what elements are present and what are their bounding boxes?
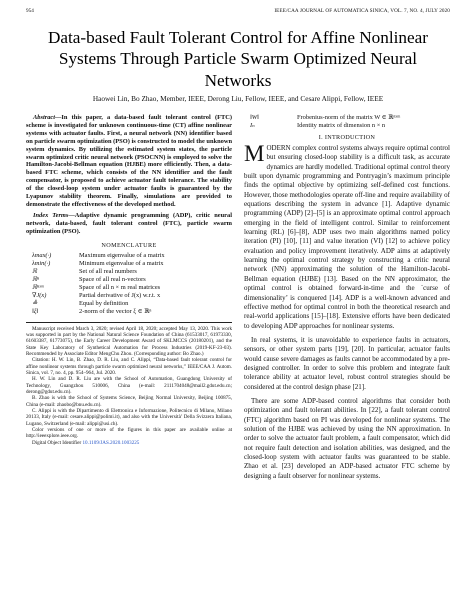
- index-terms-lead: Index Terms: [33, 211, 69, 219]
- body-paragraph: In real systems, it is unavoidable to experience faults in actuators, sensors, or other system parts [19], [20]. In particular, actuator faults would cause severe damages as faults cannot be accommodated by a pre-designed controller. In order to solve this problem and integrate fault tolerance ability at actuator level, robust control strategies should be considered at the control design phase [21].: [244, 335, 450, 391]
- nomenclature-symbol: λmin(·): [32, 259, 51, 267]
- abstract-lead: Abstract: [33, 114, 56, 121]
- journal-name: IEEE/CAA JOURNAL OF AUTOMATICA SINICA, VOL. 7, NO. 4, JULY 2020: [274, 8, 450, 14]
- nomenclature-symbol: Iₙ: [250, 122, 255, 129]
- nomenclature-definition: Maximum eigenvalue of a matrix: [79, 251, 165, 259]
- drop-cap: M: [244, 141, 265, 166]
- index-terms-text: —Adaptive dynamic programming (ADP), critic neural network, data-based, fault tolerant control (FTC), particle swarm optimization (PSO).: [26, 211, 232, 235]
- nomenclature-definition: Space of all real n-vectors: [79, 275, 146, 283]
- paper-title: Data-based Fault Tolerant Control for Affine Nonlinear Systems Through Particle Swarm Optimized Neural Networks: [47, 28, 428, 90]
- nomenclature-symbol: ‖W‖: [250, 114, 259, 121]
- footnote-divider: [26, 322, 232, 323]
- running-header: [26, 8, 450, 18]
- left-column: [26, 114, 232, 446]
- nomenclature-symbol: ℝⁿ: [32, 275, 40, 283]
- abstract-text: —In this paper, a data-based fault tolerant control (FTC) scheme is investigated for unknown continuous-time (CT) affine nonlinear systems with actuator faults. First, a neural network (NN) identifier based on particle swarm optimization (PSO) is constructed to model the unknown system dynamics. By utilizing the estimated system states, the particle swarm optimized critic neural network (PSOCNN) is employed to solve the Hamilton-Jacobi-Bellman equation (HJBE) more efficiently. Then, a data-based FTC scheme, which consists of the NN identifier and the fault compensator, is proposed to achieve actuator fault tolerance. The stability of the closed-loop system under actuator faults is guaranteed by the Lyapunov stability theorem. Finally, simulations are provided to demonstrate the effectiveness of the developed method.: [26, 114, 232, 208]
- nomenclature-definition: Equal by definition: [79, 299, 129, 307]
- nomenclature-row: [26, 300, 232, 308]
- nomenclature-symbol: ℝ: [32, 267, 38, 275]
- abstract: [26, 114, 232, 209]
- footnote-affiliation: H. W. Lin and D. R. Liu are with the School of Automation, Guangdong University of Technology, Guangzhou 510006, China (e-mail: 2111704048@mail2.gdut.edu.cn; derong@gdut.edu.cn).: [26, 376, 232, 396]
- nomenclature-definition: Frobenius-norm of the matrix W ∈ ℝⁿˣᵐ: [297, 114, 401, 121]
- page-number: 954: [26, 8, 34, 14]
- nomenclature-symbol: ‖ξ‖: [32, 307, 39, 315]
- nomenclature-definition: Space of all n × m real matrices: [79, 283, 161, 291]
- nomenclature-definition: Set of all real numbers: [79, 267, 137, 275]
- nomenclature-row: [244, 122, 450, 130]
- nomenclature-row: [26, 308, 232, 316]
- nomenclature-row: [26, 268, 232, 276]
- nomenclature-definition: Minimum eigenvalue of a matrix: [79, 259, 164, 267]
- intro-paragraph: [244, 141, 450, 331]
- nomenclature-row: [26, 260, 232, 268]
- nomenclature-symbol: ≜: [32, 299, 38, 307]
- nomenclature-row: [26, 292, 232, 300]
- right-column: [244, 114, 450, 481]
- section-heading-introduction: I. INTRODUCTION: [318, 134, 376, 141]
- body-paragraph: There are some ADP-based control algorithms that consider both optimization and fault tolerant abilities. In [22], a fault tolerant control (FTC) algorithm based on PI was developed for nonlinear systems. The solution of the HJBE was achieved by using the NN approximation. In order to solve the actuator fault problem, a fault compensator, which did not require fault detection and isolation abilities, was designed, and the closed-loop system with actuator faults was guaranteed to be stable. Zhao et al. [23] developed an ADP-based actuator FTC scheme by designing a fault observer for nonlinear systems.: [244, 396, 450, 480]
- doi-line: [26, 440, 232, 446]
- nomenclature-heading: NOMENCLATURE: [101, 241, 157, 249]
- nomenclature-symbol: λmax(·): [32, 251, 52, 259]
- footnote-manuscript: Manuscript received March 3, 2020; revised April 18, 2020; accepted May 13, 2020. This work was supported in part by the National Natural Science Foundation of China (61533017, 61973330, 61603387, 61773075), the Early Career Development Award of SKLMCCS (20180201), and the State Key Laboratory of Synthetical Automation for Process Industries (2019-KF-23-03). Recommended by Associate Editor MengChu Zhou. (Corresponding author: Bo Zhao.): [26, 325, 232, 357]
- nomenclature-row: [26, 276, 232, 284]
- nomenclature-symbol: ℝⁿˣᵐ: [32, 283, 44, 291]
- doi-link[interactable]: 10.1109/JAS.2020.1003225: [82, 439, 140, 446]
- footnote-affiliation: B. Zhao is with the School of Systems Science, Beijing Normal University, Beijing 100875, China (e-mail: zhaobo@bnu.edu.cn).: [26, 395, 232, 408]
- intro-paragraph-text: ODERN complex control systems always require optimal control but ensuring closed-loop stability is a difficult task, as accurate dynamics are hardly modelled. Traditional optimal control theory built upon dynamic programming and Pontryagin’s maximum principle finds the optimal objective by optimizing self-defined cost functions. However, those methodologies operate off-line and require availability of equations describing the system in advance [1]. Adaptive dynamic programming (ADP) [2]–[5] is an approximate optimal control approach emerging in the field of intelligent control. Similar to reinforcement learning (RL) [6]–[8], ADP uses two main algorithms named policy iteration (PI) [10], [11] and value iteration (VI) [12] to achieve policy evaluation and policy improvement iteratively. ADP aims at adaptively learning the optimal control strategy by constructing a critic neural network (NN) approximating the solution of the Hamilton-Jacobi-Bellman equation (HJBE) [13]. Based on the NN approximator, the optimal control is obtained forward-in-time and the `curse of dimensionality’ is conquered [14]. ADP is a well-known advanced and effective method for optimal control in both the theoretical research and real-world applications [15]–[18]. Extensive efforts have been dedicated to developing ADP approaches for nonlinear systems.: [244, 144, 450, 330]
- nomenclature-row: [26, 284, 232, 292]
- nomenclature-table: [26, 252, 232, 316]
- footnote-citation: Citation: H. W. Lin, B. Zhao, D. R. Liu, and C. Alippi, “Data-based fault tolerant control for affine nonlinear systems through particle swarm optimized neural networks,” IEEE/CAA J. Autom. Sinica, vol. 7, no. 4, pp. 954–964, Jul. 2020.: [26, 357, 232, 376]
- doi-label: Digital Object Identifier: [32, 439, 83, 446]
- author-list: Haowei Lin, Bo Zhao, Member, IEEE, Derong Liu, Fellow, IEEE, and Cesare Alippi, Fellow, IEEE: [92, 94, 384, 103]
- nomenclature-row: [26, 252, 232, 260]
- footnote-color-versions: Color versions of one or more of the figures in this paper are available online at http://ieeexplore.ieee.org.: [26, 427, 232, 440]
- nomenclature-definition: Partial derivative of J(x) w.r.t. x: [79, 291, 161, 299]
- index-terms: [26, 212, 232, 236]
- footnote-affiliation: C. Alippi is with the Dipartimento di Elettronica e Informazione, Politecnico di Milano, Milano 20133, Italy (e-mail: cesare.alippi@polimi.it), and also with the Università’ Della Svizzera Italiana, Lugano, Switzerland (e-mail: alippi@usi.ch).: [26, 408, 232, 427]
- nomenclature-row: [244, 114, 450, 122]
- nomenclature-definition: Identity matrix of dimension n × n: [297, 122, 386, 129]
- nomenclature-symbol: ∇J(x): [32, 291, 47, 299]
- nomenclature-definition: 2-norm of the vector ξ ∈ ℝⁿ: [79, 307, 152, 315]
